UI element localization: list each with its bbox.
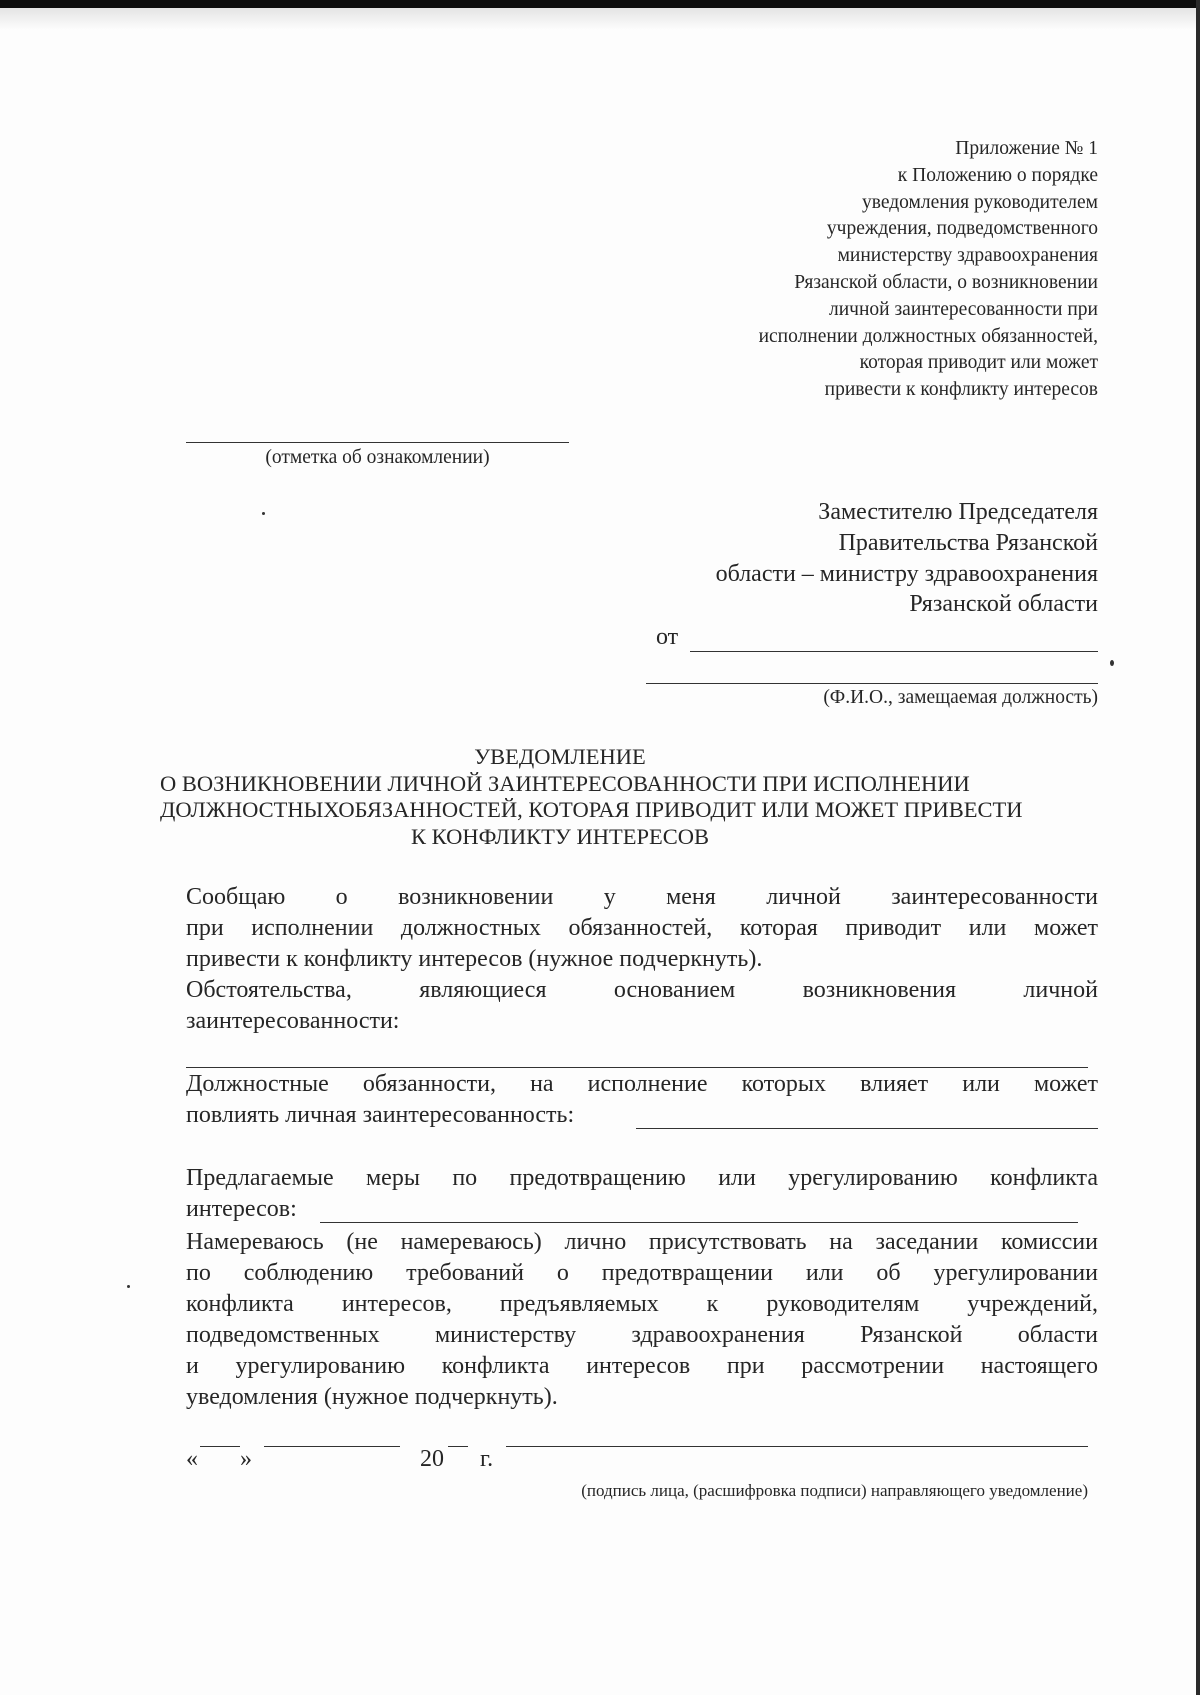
scan-speck xyxy=(1110,660,1114,666)
text-line: повлиять личная заинтересованность: xyxy=(186,1102,575,1128)
appendix-line: министерству здравоохранения xyxy=(837,245,1098,267)
year-prefix: 20 xyxy=(420,1446,444,1472)
title-line: К КОНФЛИКТУ ИНТЕРЕСОВ xyxy=(411,823,709,849)
text-line: Обстоятельства, являющиеся основанием возникновения личной xyxy=(186,977,1098,1003)
year-suffix: г. xyxy=(480,1446,494,1472)
scan-shadow xyxy=(0,8,1200,30)
signature-caption: (подпись лица, (расшифровка подписи) направляющего уведомление) xyxy=(581,1481,1088,1500)
acknowledgement-caption: (отметка об ознакомлении) xyxy=(265,447,490,468)
paragraph-duties xyxy=(186,1069,1098,1131)
circumstances-fill-line[interactable] xyxy=(186,1067,1088,1068)
appendix-header xyxy=(628,136,1098,404)
from-fill-line[interactable] xyxy=(690,651,1098,652)
duties-fill-line[interactable] xyxy=(636,1128,1098,1129)
text-line: при исполнении должностных обязанностей, которая приводит или может xyxy=(186,915,1098,941)
title-line: УВЕДОМЛЕНИЕ xyxy=(474,744,646,769)
scan-speck xyxy=(127,1285,130,1288)
text-line: и урегулированию конфликта интересов при рассмотрении настоящего xyxy=(186,1353,1098,1379)
measures-fill-line[interactable] xyxy=(320,1222,1078,1223)
scan-edge-top xyxy=(0,0,1200,8)
from-row xyxy=(656,624,1098,651)
acknowledgement-line[interactable] xyxy=(186,442,569,443)
quote-close: » xyxy=(240,1446,252,1472)
year-fill-line[interactable] xyxy=(448,1446,468,1447)
appendix-line: исполнении должностных обязанностей, xyxy=(758,325,1098,347)
paragraph-circumstances xyxy=(186,975,1098,1037)
addressee-line: области – министру здравоохранения xyxy=(715,560,1098,587)
quote-open: « xyxy=(186,1446,198,1472)
paragraph-measures xyxy=(186,1163,1098,1225)
day-fill-line[interactable] xyxy=(200,1446,240,1447)
text-line: привести к конфликту интересов (нужное подчеркнуть). xyxy=(186,946,763,972)
text-line: конфликта интересов, предъявляемых к руководителям учреждений, xyxy=(186,1291,1098,1317)
title-line: ДОЛЖНОСТНЫХОБЯЗАННОСТЕЙ, КОТОРАЯ ПРИВОДИТ ИЛИ МОЖЕТ ПРИВЕСТИ xyxy=(160,797,1023,822)
scan-speck xyxy=(262,512,265,515)
text-line: Предлагаемые меры по предотвращению или урегулированию конфликта xyxy=(186,1165,1098,1191)
signature-fill-line[interactable] xyxy=(506,1446,1088,1447)
date-signature-row xyxy=(186,1446,1098,1478)
title-line: О ВОЗНИКНОВЕНИИ ЛИЧНОЙ ЗАИНТЕРЕСОВАННОСТИ ПРИ ИСПОЛНЕНИИ xyxy=(160,770,970,796)
appendix-line: уведомления руководителем xyxy=(862,191,1098,213)
text-line: интересов: xyxy=(186,1196,297,1222)
appendix-line: Приложение № 1 xyxy=(955,138,1098,159)
document-title xyxy=(160,744,1023,850)
addressee-line: Правительства Рязанской xyxy=(838,529,1098,556)
paragraph-report xyxy=(186,882,1098,975)
appendix-line: личной заинтересованности при xyxy=(829,298,1098,320)
text-line: Должностные обязанности, на исполнение которых влияет или может xyxy=(186,1071,1098,1097)
scan-edge-right xyxy=(1196,0,1200,1695)
addressee-line: Рязанской области xyxy=(909,591,1098,618)
appendix-line: привести к конфликту интересов xyxy=(824,379,1098,401)
addressee-block xyxy=(716,497,1098,620)
appendix-line: учреждения, подведомственного xyxy=(826,218,1098,240)
text-line: Намереваюсь (не намереваюсь) лично присутствовать на заседании комиссии xyxy=(186,1229,1098,1255)
addressee-line: Заместителю Председателя xyxy=(818,499,1098,525)
text-line: Сообщаю о возникновении у меня личной заинтересованности xyxy=(186,884,1098,910)
fio-caption: (Ф.И.О., замещаемая должность) xyxy=(823,687,1098,708)
appendix-line: Рязанской области, о возникновении xyxy=(794,271,1098,293)
from-label: от xyxy=(656,624,679,650)
appendix-line: к Положению о порядке xyxy=(897,164,1098,186)
text-line: заинтересованности: xyxy=(186,1008,400,1034)
text-line: по соблюдению требований о предотвращении или об урегулировании xyxy=(186,1260,1098,1286)
fio-fill-line[interactable] xyxy=(646,683,1098,684)
acknowledgement-block xyxy=(186,442,569,469)
text-line: уведомления (нужное подчеркнуть). xyxy=(186,1384,558,1410)
text-line: подведомственных министерству здравоохранения Рязанской области xyxy=(186,1322,1098,1348)
paragraph-intention xyxy=(186,1227,1098,1413)
month-fill-line[interactable] xyxy=(264,1446,400,1447)
appendix-line: которая приводит или может xyxy=(859,352,1098,374)
